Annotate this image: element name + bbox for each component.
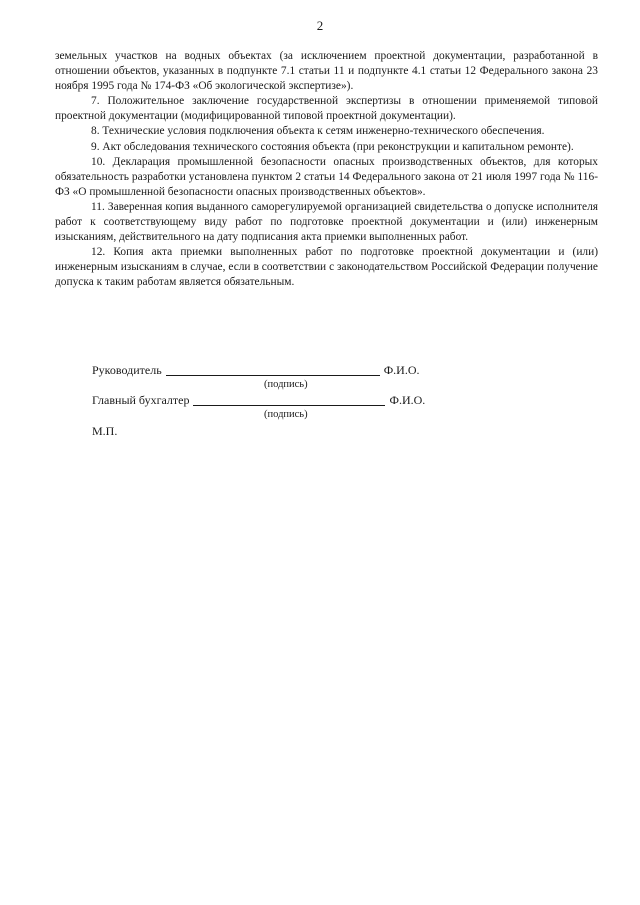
paragraph-continuation: земельных участков на водных объектах (за исключением проектной документации, разработанной в отношении объектов, указанных в подпункте 7.1 статьи 11 и подпункте 4.1 статьи 12 Федерального закона 23 ноября 1995 года № 174-ФЗ «Об экологической экспертизе»). [55, 50, 598, 93]
head-signature-caption: (подпись) [264, 379, 308, 390]
document-body [55, 49, 598, 291]
paragraph-item-12: 12. Копия акта приемки выполненных работ по подготовке проектной документации и (или) инженерным изысканиям в случае, если в соответствии с законодательством Российской Федерации получение допуска к таким работам является обязательным. [55, 246, 598, 289]
head-signature-line [166, 363, 380, 376]
accountant-label: Главный бухгалтер [92, 393, 190, 407]
paragraph-item-11: 11. Заверенная копия выданного саморегулируемой организацией свидетельства о допуске исполнителя работ к соответствующему виду работ по подготовке проектной документации и (или) инженерным изысканиям, действительного на дату подписания акта приемки выполненных работ. [55, 200, 598, 244]
paragraph-item-9: 9. Акт обследования технического состояния объекта (при реконструкции и капитальном ремонте). [91, 140, 574, 153]
head-label: Руководитель [92, 363, 162, 377]
accountant-signature-row [92, 392, 512, 408]
head-name-label: Ф.И.О. [383, 363, 420, 377]
stamp-placeholder: М.П. [92, 424, 118, 438]
paragraph-item-10: 10. Декларация промышленной безопасности опасных производственных объектов, для которых обязательность разработки установлена пунктом 2 статьи 14 Федерального закона от 21 июля 1997 года № 116-ФЗ «О промышленной безопасности опасных производственных объектов». [55, 155, 598, 198]
head-signature-row [92, 362, 512, 378]
page-number: 2 [316, 18, 324, 33]
accountant-name-label: Ф.И.О. [389, 393, 426, 407]
accountant-signature-caption: (подпись) [264, 409, 308, 420]
accountant-signature-line [193, 393, 385, 406]
signature-block [92, 362, 512, 439]
paragraph-item-8: 8. Технические условия подключения объекта к сетям инженерно-технического обеспечения. [91, 125, 545, 138]
paragraph-item-7: 7. Положительное заключение государственной экспертизы в отношении применяемой типовой проектной документации (модифицированной типовой проектной документации). [55, 95, 598, 123]
